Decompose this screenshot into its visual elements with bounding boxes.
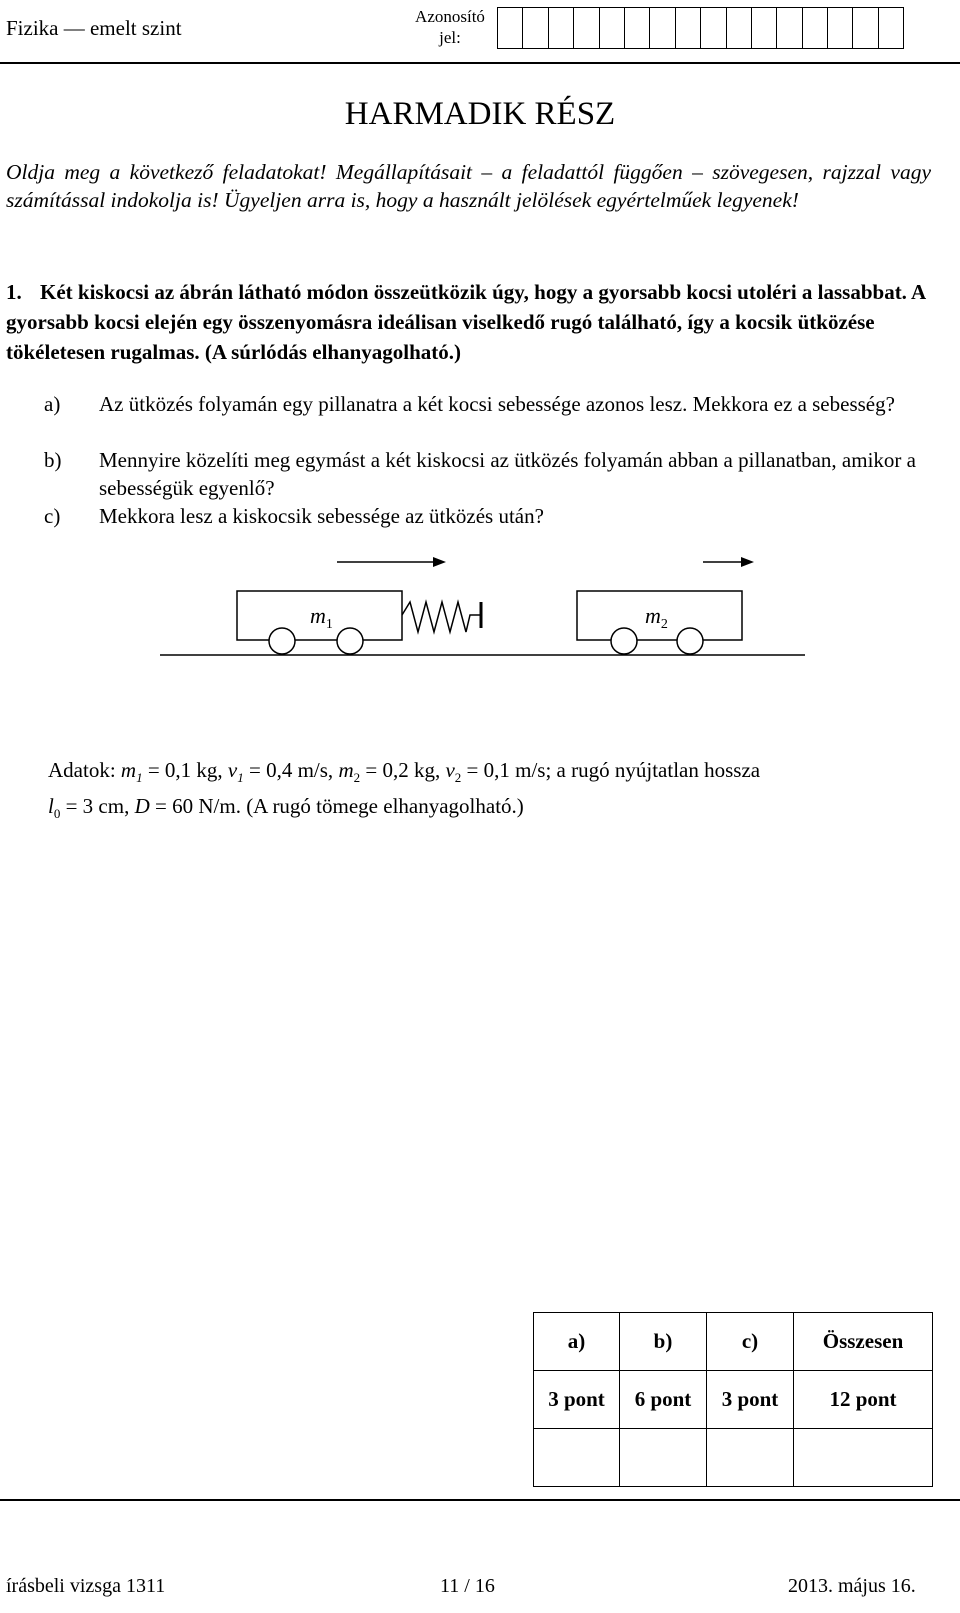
id-box[interactable] bbox=[726, 7, 752, 49]
score-header-row bbox=[534, 1313, 933, 1371]
task-number: 1. bbox=[6, 280, 22, 304]
cart-2-label: $m_2$ bbox=[645, 603, 668, 632]
score-entry-cell[interactable] bbox=[620, 1429, 707, 1487]
task-statement bbox=[6, 277, 931, 367]
velocity-arrow-1 bbox=[337, 557, 446, 567]
subtask-c bbox=[44, 502, 934, 530]
score-header: c) bbox=[707, 1313, 794, 1371]
id-label-line2: jel: bbox=[439, 28, 461, 47]
spring bbox=[402, 602, 480, 632]
cart-1-label: $m_1$ bbox=[310, 603, 333, 632]
subtask-label: a) bbox=[44, 392, 61, 416]
id-box[interactable] bbox=[852, 7, 878, 49]
id-box[interactable] bbox=[776, 7, 802, 49]
given-data: Adatok: $m_1 = 0,1$ kg, $v_1 = 0,4$ m/s, $m_2 = 0,2$ kg, $v_2 = 0,1$ m/s; a rugó nyújtatlan hossza $l_0 = 3$ cm, D = 60 N/m. (A rugó tömege elhanyagolható.) bbox=[48, 758, 761, 822]
id-box[interactable] bbox=[700, 7, 726, 49]
score-entry-cell[interactable] bbox=[534, 1429, 620, 1487]
wheel bbox=[337, 628, 363, 654]
instructions: Oldja meg a következő feladatokat! Megállapításait – a feladattól függően – szövegesen, rajzzal vagy számítással indokolja is! Ügyeljen arra is, hogy a használt jelölések egyértelműek legyenek! bbox=[6, 160, 931, 212]
footer-date: 2013. május 16. bbox=[788, 1575, 916, 1597]
id-box[interactable] bbox=[649, 7, 675, 49]
subtask-text: Az ütközés folyamán egy pillanatra a két kocsi sebessége azonos lesz. Mekkora ez a sebesség? bbox=[99, 392, 895, 416]
score-entry-row bbox=[534, 1429, 933, 1487]
id-box[interactable] bbox=[751, 7, 777, 49]
score-table bbox=[533, 1312, 933, 1487]
id-box[interactable] bbox=[548, 7, 574, 49]
footer-rule bbox=[0, 1499, 960, 1501]
score-entry-cell[interactable] bbox=[707, 1429, 794, 1487]
id-box[interactable] bbox=[522, 7, 548, 49]
page-title: HARMADIK RÉSZ bbox=[344, 96, 616, 132]
subtask-label: b) bbox=[44, 448, 62, 472]
subtask-b bbox=[44, 446, 934, 502]
score-points: 12 pont bbox=[794, 1371, 933, 1429]
subtask-label: c) bbox=[44, 504, 61, 528]
score-points: 3 pont bbox=[534, 1371, 620, 1429]
score-points: 3 pont bbox=[707, 1371, 794, 1429]
id-box[interactable] bbox=[599, 7, 625, 49]
task-text: Két kiskocsi az ábrán látható módon összeütközik úgy, hogy a gyorsabb kocsi utoléri a lassabbat. A gyorsabb kocsi elején egy összenyomásra ideálisan viselkedő rugó található, így a kocsik ütközése tökéletesen rugalmas. (A súrlódás elhanyagolható.) bbox=[6, 280, 926, 364]
subtask-text: Mekkora lesz a kiskocsik sebessége az ütközés után? bbox=[99, 504, 544, 528]
id-box[interactable] bbox=[878, 7, 904, 49]
velocity-arrow-2 bbox=[703, 557, 754, 567]
id-box[interactable] bbox=[675, 7, 701, 49]
wheel bbox=[269, 628, 295, 654]
id-box[interactable] bbox=[573, 7, 599, 49]
score-header: a) bbox=[534, 1313, 620, 1371]
header-rule bbox=[0, 62, 960, 64]
carts-figure bbox=[0, 540, 960, 680]
wheel bbox=[611, 628, 637, 654]
page-number: 11 / 16 bbox=[440, 1575, 495, 1597]
subtask-text: Mennyire közelíti meg egymást a két kiskocsi az ütközés folyamán abban a pillanatban, amikor a sebességük egyenlő? bbox=[99, 448, 916, 500]
wheel bbox=[677, 628, 703, 654]
id-box[interactable] bbox=[802, 7, 828, 49]
id-box[interactable] bbox=[624, 7, 650, 49]
id-label-line1: Azonosító bbox=[415, 7, 485, 26]
id-box[interactable] bbox=[827, 7, 853, 49]
score-entry-cell[interactable] bbox=[794, 1429, 933, 1487]
footer-exam: írásbeli vizsga 1311 bbox=[6, 1575, 166, 1597]
id-box[interactable] bbox=[497, 7, 523, 49]
subtask-a bbox=[44, 390, 934, 418]
id-label bbox=[410, 6, 490, 48]
id-boxes bbox=[497, 7, 903, 49]
score-points-row bbox=[534, 1371, 933, 1429]
exam-subject: Fizika — emelt szint bbox=[6, 16, 182, 40]
score-points: 6 pont bbox=[620, 1371, 707, 1429]
score-header: b) bbox=[620, 1313, 707, 1371]
score-header: Összesen bbox=[794, 1313, 933, 1371]
